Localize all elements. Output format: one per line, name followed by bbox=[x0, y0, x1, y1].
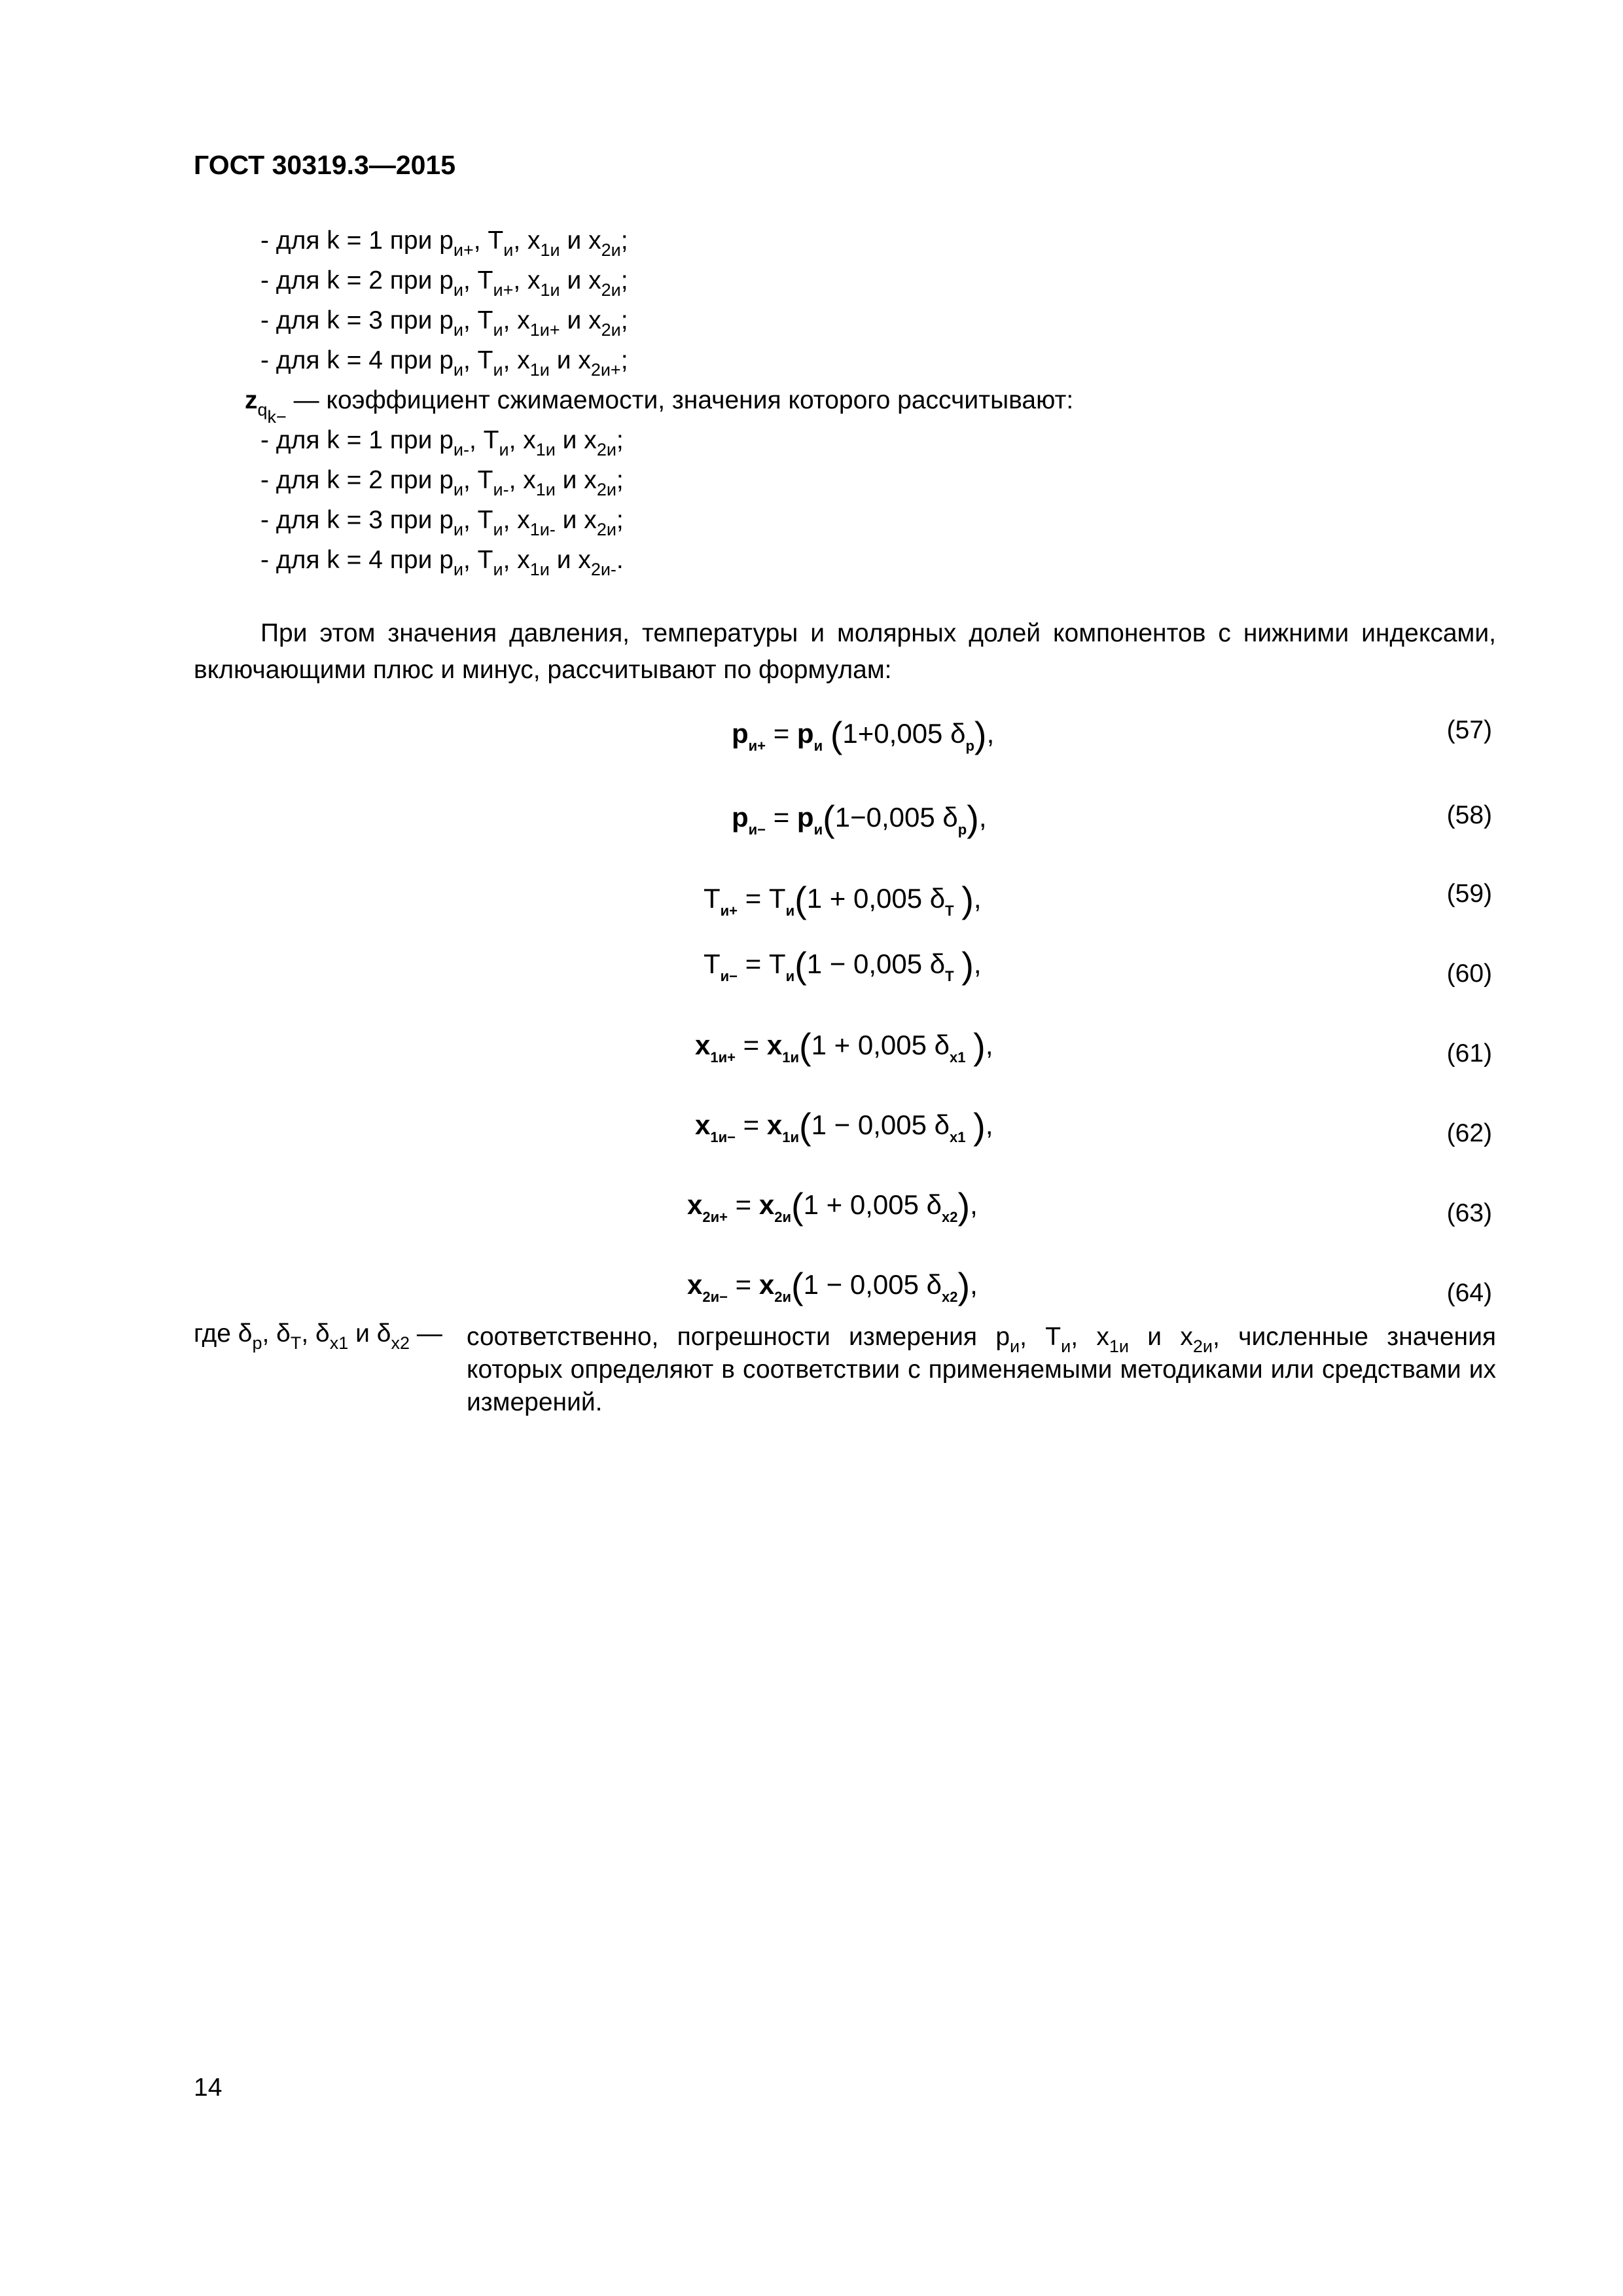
list-item: - для k = 2 при $p_и$, $T_{и-}$, $x_{1и}$ и $x_{2и}$; bbox=[260, 466, 624, 499]
equation-61: $x_{1и+} = x_{1и}(1 + 0,005$ $\delta_{x1}$ ), bbox=[695, 1026, 993, 1067]
page-number: 14 bbox=[194, 2073, 223, 2102]
where-label: где $\delta_p$, $\delta_T$, $\delta_{x1}$ и $\delta_{x2}$ — bbox=[194, 1319, 442, 1353]
equation-number: (57) bbox=[1446, 716, 1492, 744]
equation-58: $p_{и-} = p_и(1-0,005$ $\delta_p$), bbox=[732, 798, 987, 839]
list-item: - для k = 4 при $p_и$, $T_и$, $x_{1и}$ и $x_{2и+}$; bbox=[260, 346, 628, 380]
equation-number: (60) bbox=[1446, 960, 1492, 988]
equation-number: (58) bbox=[1446, 801, 1492, 829]
equation-number: (63) bbox=[1446, 1199, 1492, 1227]
equation-number: (61) bbox=[1446, 1039, 1492, 1067]
equation-57: $p_{и+} = p_и$ (1+0,005 $\delta_p$), bbox=[732, 714, 995, 755]
equation-64: $x_{2и-} = x_{2и}(1 - 0,005$ $\delta_{x2}$), bbox=[687, 1265, 978, 1306]
list-item: - для k = 4 при $p_и$, $T_и$, $x_{1и}$ и $x_{2и-}$. bbox=[260, 546, 624, 579]
list-item: - для k = 1 при $p_{и+}$, $T_и$, $x_{1и}$ и $x_{2и}$; bbox=[260, 226, 628, 260]
equation-number: (64) bbox=[1446, 1279, 1492, 1307]
where-explanation: соответственно, погрешности измерения $p_и$, $T_и$, $x_{1и}$ и $x_{2и}$, численные значения которых определяют в соответствии с применяемыми методиками или средствами их измерений. bbox=[467, 1323, 1496, 1416]
equation-62: $x_{1и-} = x_{1и}(1 - 0,005$ $\delta_{x1}$ ), bbox=[695, 1105, 993, 1147]
list-item: - для k = 3 при $p_и$, $T_и$, $x_{1и+}$ и $x_{2и}$; bbox=[260, 306, 628, 340]
intro-paragraph: При этом значения давления, температуры и молярных долей компонентов с нижними индексами, включающими плюс и минус, рассчитывают по формулам: bbox=[194, 619, 1496, 684]
list-item: - для k = 2 при $p_и$, $T_{и+}$, $x_{1и}$ и $x_{2и}$; bbox=[260, 266, 628, 300]
z-coefficient-definition: $z_{q_{k-}}$ — коэффициент сжимаемости, значения которого рассчитывают: bbox=[245, 386, 1074, 427]
list-item: - для k = 3 при $p_и$, $T_и$, $x_{1и-}$ и $x_{2и}$; bbox=[260, 506, 624, 539]
list-item: - для k = 1 при $p_{и-}$, $T_и$, $x_{1и}$ и $x_{2и}$; bbox=[260, 426, 624, 459]
equation-63: $x_{2и+} = x_{2и}(1 + 0,005$ $\delta_{x2}$), bbox=[687, 1185, 978, 1227]
equation-number: (62) bbox=[1446, 1119, 1492, 1147]
standard-header: ГОСТ 30319.3—2015 bbox=[194, 150, 456, 180]
equation-59: $T_{и+} = T_и(1 + 0,005$ $\delta_T$ ), bbox=[704, 879, 982, 920]
equation-60: $T_{и-} = T_и(1 - 0,005$ $\delta_T$ ), bbox=[704, 944, 982, 986]
equation-number: (59) bbox=[1446, 880, 1492, 908]
